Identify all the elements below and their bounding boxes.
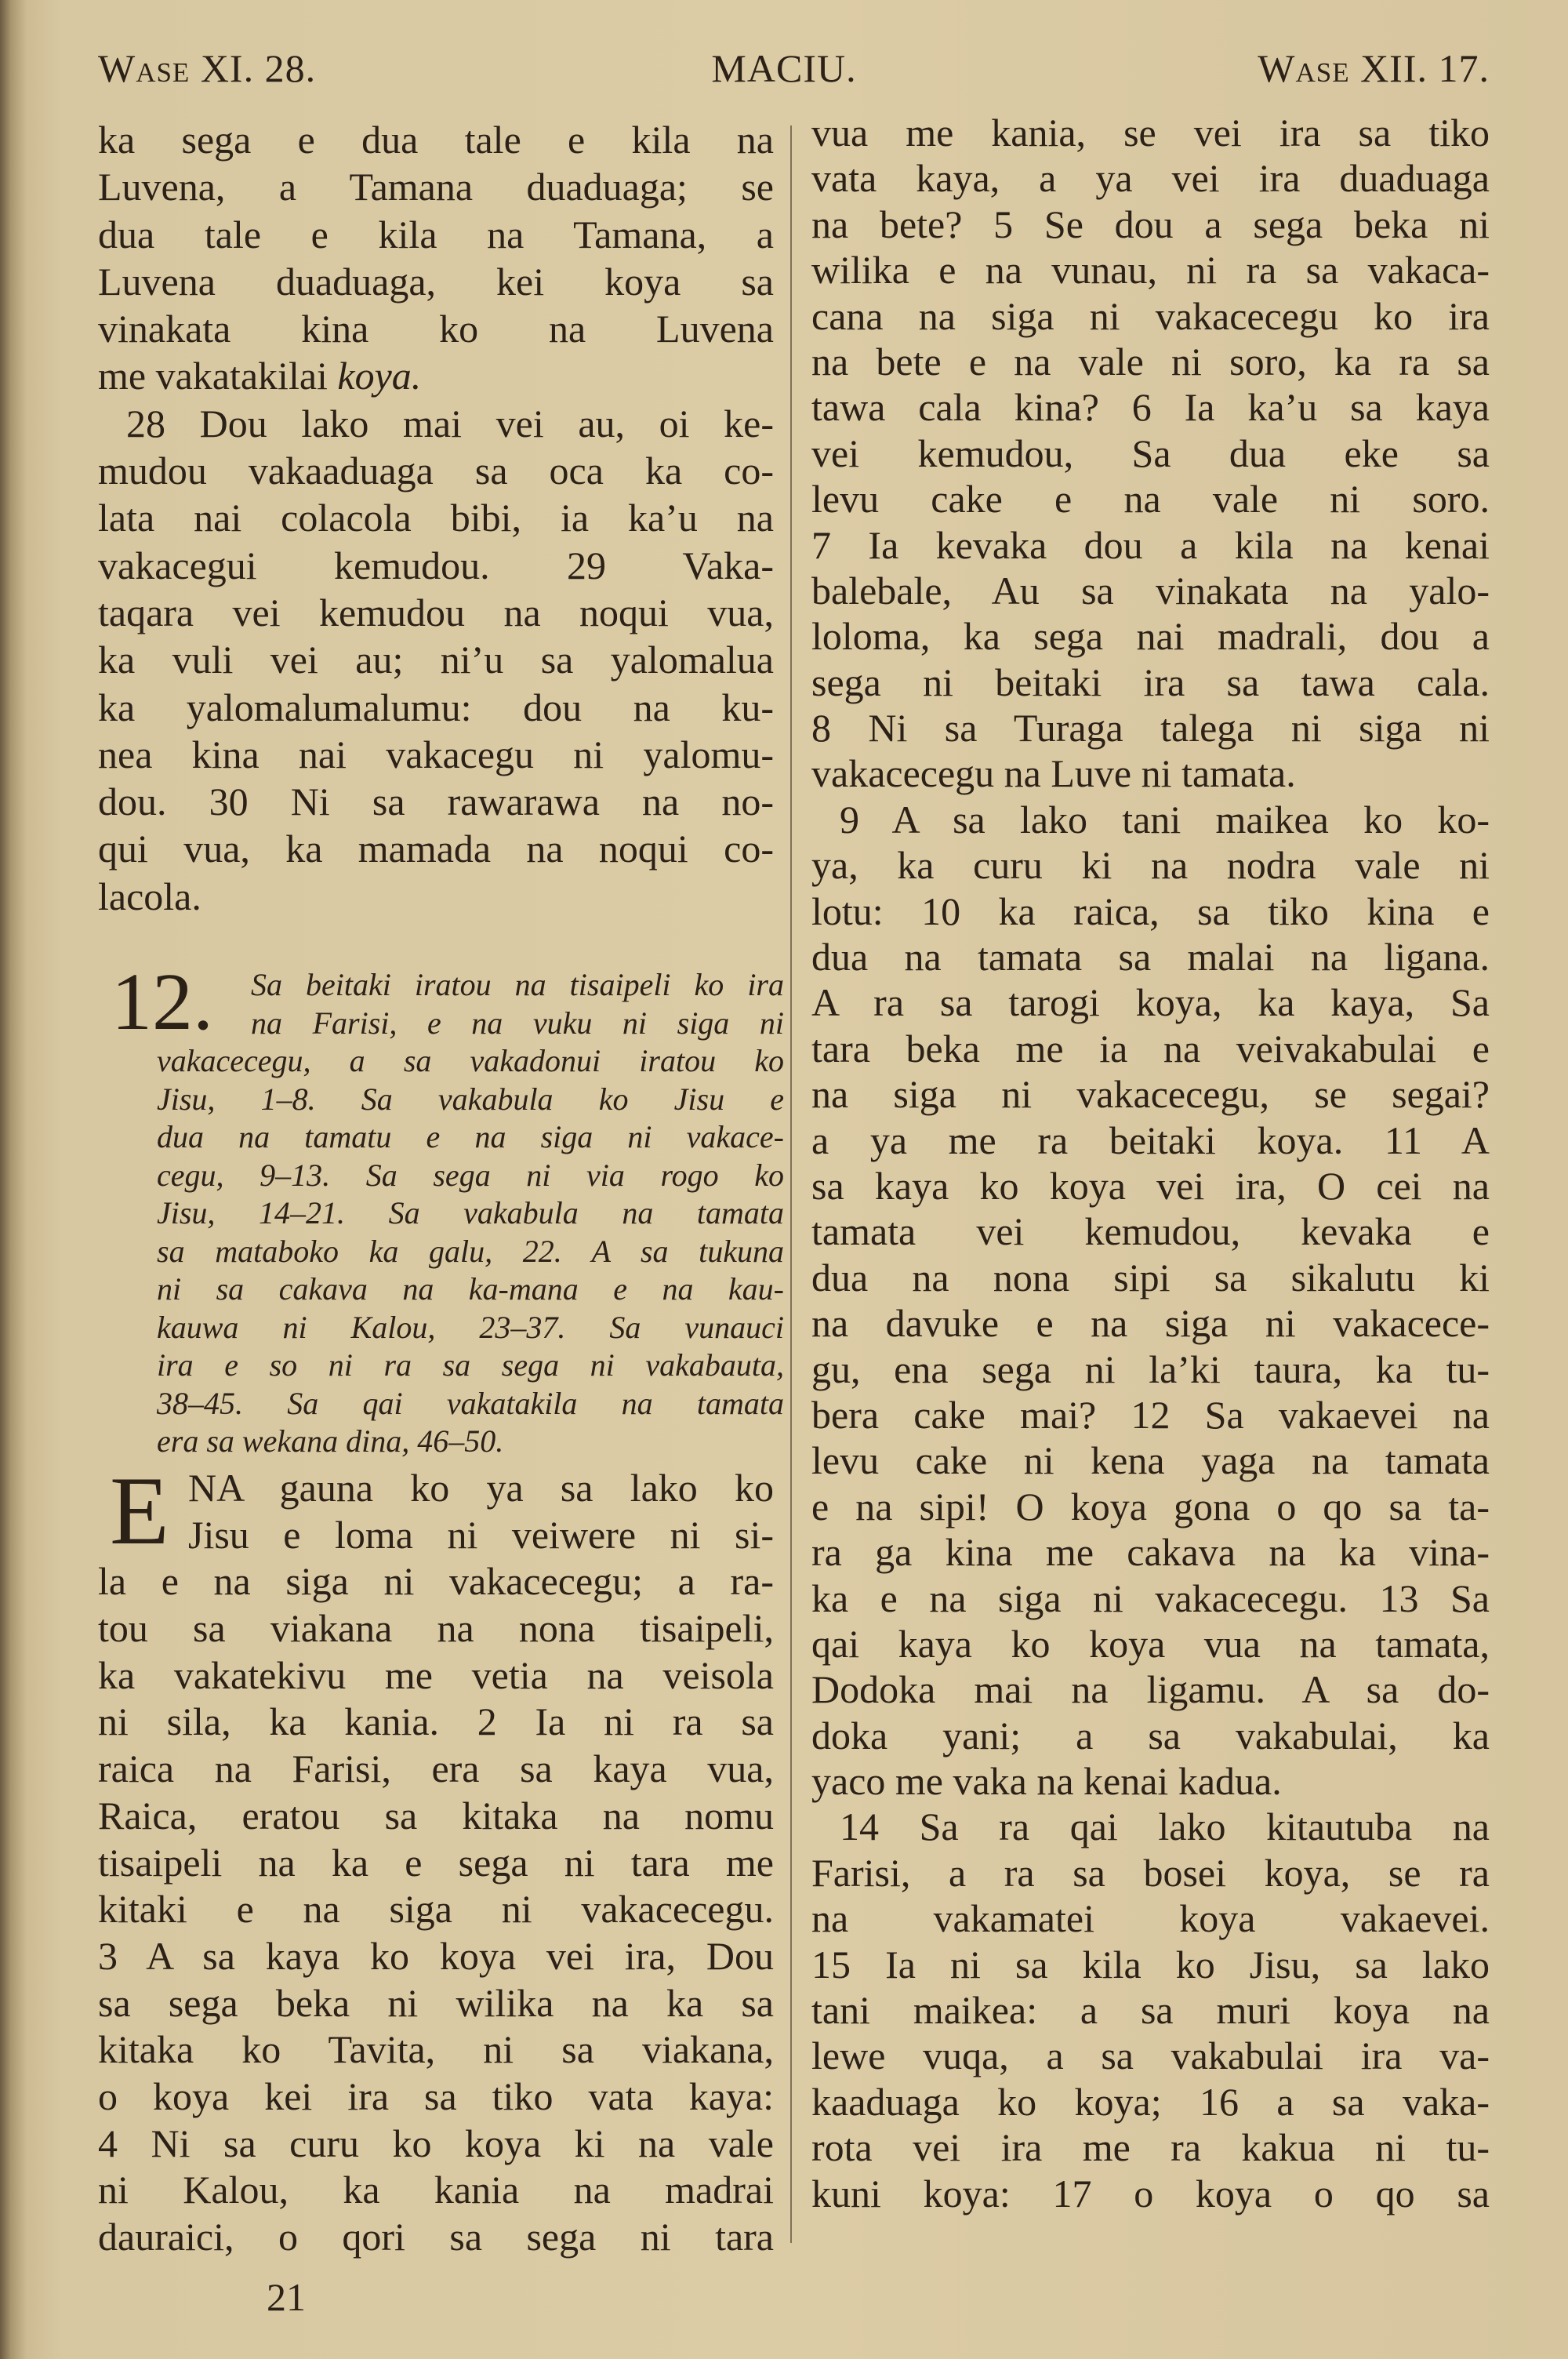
text-line: taqara vei kemudou na noqui vua, bbox=[98, 590, 774, 634]
chapter-summary bbox=[157, 966, 784, 1461]
signature-mark: 21 bbox=[267, 2275, 306, 2319]
text-line: Farisi, a ra sa bosei koya, se ra bbox=[811, 1850, 1490, 1895]
text-line: 9 A sa lako tani maikea ko ko- bbox=[840, 797, 1490, 841]
text-line: era sa wekana dina, 46–50. bbox=[157, 1423, 504, 1459]
text-line: lata nai colacola bibi, ia ka’u na bbox=[98, 496, 774, 540]
text-line: gu, ena sega ni la’ki taura, ka tu- bbox=[811, 1347, 1490, 1391]
text-line: rota vei ira me ra kakua ni tu- bbox=[811, 2125, 1490, 2170]
text-line: na bete? 5 Se dou a sega beka ni bbox=[811, 202, 1490, 246]
text-line: tou sa viakana na nona tisaipeli, bbox=[98, 1606, 774, 1651]
text-line: 7 Ia kevaka dou a kila na kenai bbox=[811, 522, 1490, 567]
text-line: vakacecegu na Luve ni tamata. bbox=[811, 751, 1296, 796]
text-line: 8 Ni sa Turaga talega ni siga ni bbox=[811, 706, 1490, 751]
text-line: na Farisi, e na vuku ni siga ni bbox=[251, 1005, 784, 1041]
text-line: tara beka me ia na veivakabulai e bbox=[811, 1026, 1490, 1070]
text-line: na davuke e na siga ni vakacece- bbox=[811, 1301, 1490, 1346]
italic-run: koya. bbox=[337, 354, 422, 398]
text-line: dou. 30 Ni sa rawarawa na no- bbox=[98, 780, 774, 824]
text-line: doka yani; a sa vakabulai, ka bbox=[811, 1713, 1490, 1757]
text-line bbox=[98, 352, 774, 399]
running-head-title: MACIU. bbox=[711, 46, 857, 90]
text-line: cegu, 9–13. Sa sega ni via rogo ko bbox=[157, 1157, 784, 1193]
chapter-text bbox=[98, 1457, 774, 2261]
text-line: NA gauna ko ya sa lako ko bbox=[188, 1466, 774, 1510]
text-line: kaaduaga ko koya; 16 a sa vaka- bbox=[811, 2079, 1490, 2124]
text-line: e na sipi! O koya gona o qo sa ta- bbox=[811, 1484, 1490, 1528]
text-line: qai kaya ko koya vua na tamata, bbox=[811, 1621, 1490, 1666]
text-line: nea kina nai vakacegu ni yalomu- bbox=[98, 732, 774, 776]
text-line: kauwa ni Kalou, 23–37. Sa vunauci bbox=[157, 1309, 784, 1345]
text-line: a ya me ra beitaki koya. 11 A bbox=[811, 1118, 1490, 1162]
text-line: vinakata kina ko na Luvena bbox=[98, 307, 774, 351]
text-line: levu cake e na vale ni soro. bbox=[811, 477, 1490, 522]
text-line: Luvena, a Tamana duaduaga; se bbox=[98, 165, 774, 209]
text-line: dua na nona sipi sa sikalutu ki bbox=[811, 1255, 1490, 1299]
text-line: ka vuli vei au; ni’u sa yalomalua bbox=[98, 638, 774, 682]
text-line: cana na siga ni vakacecegu ko ira bbox=[811, 293, 1490, 338]
text-line: loloma, ka sega nai madrali, dou a bbox=[811, 614, 1490, 659]
text-line: dua na tamata sa malai na ligana. bbox=[811, 935, 1490, 980]
text-line: lacola. bbox=[98, 874, 201, 918]
text-line: vata kaya, a ya vei ira duaduaga bbox=[811, 156, 1490, 201]
text-line: na vakamatei koya vakaevei. bbox=[811, 1896, 1490, 1941]
text-line: sa mataboko ka galu, 22. A sa tukuna bbox=[157, 1233, 784, 1269]
text-line: kitaki e na siga ni vakacecegu. bbox=[98, 1887, 774, 1932]
text-line: tisaipeli na ka e sega ni tara me bbox=[98, 1840, 774, 1885]
text-line: vei kemudou, Sa dua eke sa bbox=[811, 431, 1490, 475]
text-line: Raica, eratou sa kitaka na nomu bbox=[98, 1793, 774, 1837]
text-line: 38–45. Sa qai vakatakila na tamata bbox=[157, 1385, 784, 1421]
text-line: Sa beitaki iratou na tisaipeli ko ira bbox=[251, 967, 784, 1002]
text-line: A ra sa tarogi koya, ka kaya, Sa bbox=[811, 980, 1490, 1025]
text-line: ni Kalou, ka kania na madrai bbox=[98, 2168, 774, 2212]
right-column-verses bbox=[811, 110, 1490, 2216]
text-line: 28 Dou lako mai vei au, oi ke- bbox=[126, 401, 774, 445]
text-line: Dodoka mai na ligamu. A sa do- bbox=[811, 1667, 1490, 1712]
text-line: 15 Ia ni sa kila ko Jisu, sa lako bbox=[811, 1942, 1490, 1986]
text-line: vakacecegu, a sa vakadonui iratou ko bbox=[157, 1043, 784, 1078]
text-line: na siga ni vakacecegu, se segai? bbox=[811, 1072, 1490, 1117]
text-line: yaco me vaka na kenai kadua. bbox=[811, 1759, 1282, 1804]
text-line: ka sega e dua tale e kila na bbox=[98, 118, 774, 162]
text-line: lotu: 10 ka raica, sa tiko kina e bbox=[811, 889, 1490, 933]
text-line: dua tale e kila na Tamana, a bbox=[98, 212, 774, 256]
text-line: dua na tamatu e na siga ni vakace- bbox=[157, 1119, 784, 1154]
text-line: mudou vakaaduaga sa oca ka co- bbox=[98, 449, 774, 493]
text-line: wilika e na vunau, ni ra sa vakaca- bbox=[811, 248, 1490, 293]
text-line: vakacegui kemudou. 29 Vaka- bbox=[98, 543, 774, 587]
text-line: Jisu, 14–21. Sa vakabula na tamata bbox=[157, 1195, 784, 1230]
text-line: balebale, Au sa vinakata na yalo- bbox=[811, 568, 1490, 612]
text-line: Jisu e loma ni veiwere ni si- bbox=[188, 1512, 774, 1557]
text-line: sega ni beitaki ira sa tawa cala. bbox=[811, 660, 1490, 704]
text-line: tani maikea: a sa muri koya na bbox=[811, 1988, 1490, 2033]
text-line: dauraici, o qori sa sega ni tara bbox=[98, 2215, 774, 2259]
running-head-right: Wase XII. 17. bbox=[1258, 46, 1490, 90]
text-line: 14 Sa ra qai lako kitautuba na bbox=[840, 1805, 1490, 1849]
text-line: qui vua, ka mamada na noqui co- bbox=[98, 827, 774, 871]
column-divider bbox=[790, 125, 792, 2243]
text-line: sa sega beka ni wilika na ka sa bbox=[98, 1980, 774, 2025]
text-line: kuni koya: 17 o koya o qo sa bbox=[811, 2171, 1490, 2215]
text-line: Luvena duaduaga, kei koya sa bbox=[98, 259, 774, 304]
text-line: ra ga kina me cakava na ka vina- bbox=[811, 1530, 1490, 1575]
text-line: vua me kania, se vei ira sa tiko bbox=[811, 111, 1490, 154]
text-line: ni sila, ka kania. 2 Ia ni ra sa bbox=[98, 1699, 774, 1744]
text-line: sa kaya ko koya vei ira, O cei na bbox=[811, 1163, 1490, 1208]
text-line: ka e na siga ni vakacecegu. 13 Sa bbox=[811, 1576, 1490, 1620]
text-line: Jisu, 1–8. Sa vakabula ko Jisu e bbox=[157, 1081, 784, 1117]
text-line: 3 A sa kaya ko koya vei ira, Dou bbox=[98, 1933, 774, 1978]
text-line: raica na Farisi, era sa kaya vua, bbox=[98, 1747, 774, 1791]
text-line: kitaka ko Tavita, ni sa viakana, bbox=[98, 2027, 774, 2072]
text-line: bera cake mai? 12 Sa vakaevei na bbox=[811, 1392, 1490, 1437]
text-line: ni sa cakava na ka-mana e na kau- bbox=[157, 1271, 784, 1307]
text-line: ka vakatekivu me vetia na veisola bbox=[98, 1652, 774, 1697]
text-line: tamata vei kemudou, kevaka e bbox=[811, 1209, 1490, 1254]
text-line: levu cake ni kena yaga na tamata bbox=[811, 1438, 1490, 1483]
text-line: tawa cala kina? 6 Ia ka’u sa kaya bbox=[811, 385, 1490, 430]
running-head-left: Wase XI. 28. bbox=[98, 46, 317, 90]
text-line: 4 Ni sa curu ko koya ki na vale bbox=[98, 2121, 774, 2165]
text-line: o koya kei ira sa tiko vata kaya: bbox=[98, 2074, 774, 2118]
text-line: na bete e na vale ni soro, ka ra sa bbox=[811, 339, 1490, 383]
text-line: ira e so ni ra sa sega ni vakabauta, bbox=[157, 1347, 784, 1383]
chapter-number: 12. bbox=[111, 957, 213, 1047]
text-line: ka yalomalumalumu: dou na ku- bbox=[98, 685, 774, 729]
text-run: me vakatakilai bbox=[98, 354, 338, 398]
left-column-verses bbox=[98, 116, 774, 920]
text-line: ya, ka curu ki na nodra vale ni bbox=[811, 843, 1490, 888]
text-line: lewe vuqa, a sa vakabulai ira va- bbox=[811, 2034, 1490, 2078]
text-line: la e na siga ni vakacecegu; a ra- bbox=[98, 1559, 774, 1604]
drop-cap: E bbox=[110, 1457, 169, 1565]
